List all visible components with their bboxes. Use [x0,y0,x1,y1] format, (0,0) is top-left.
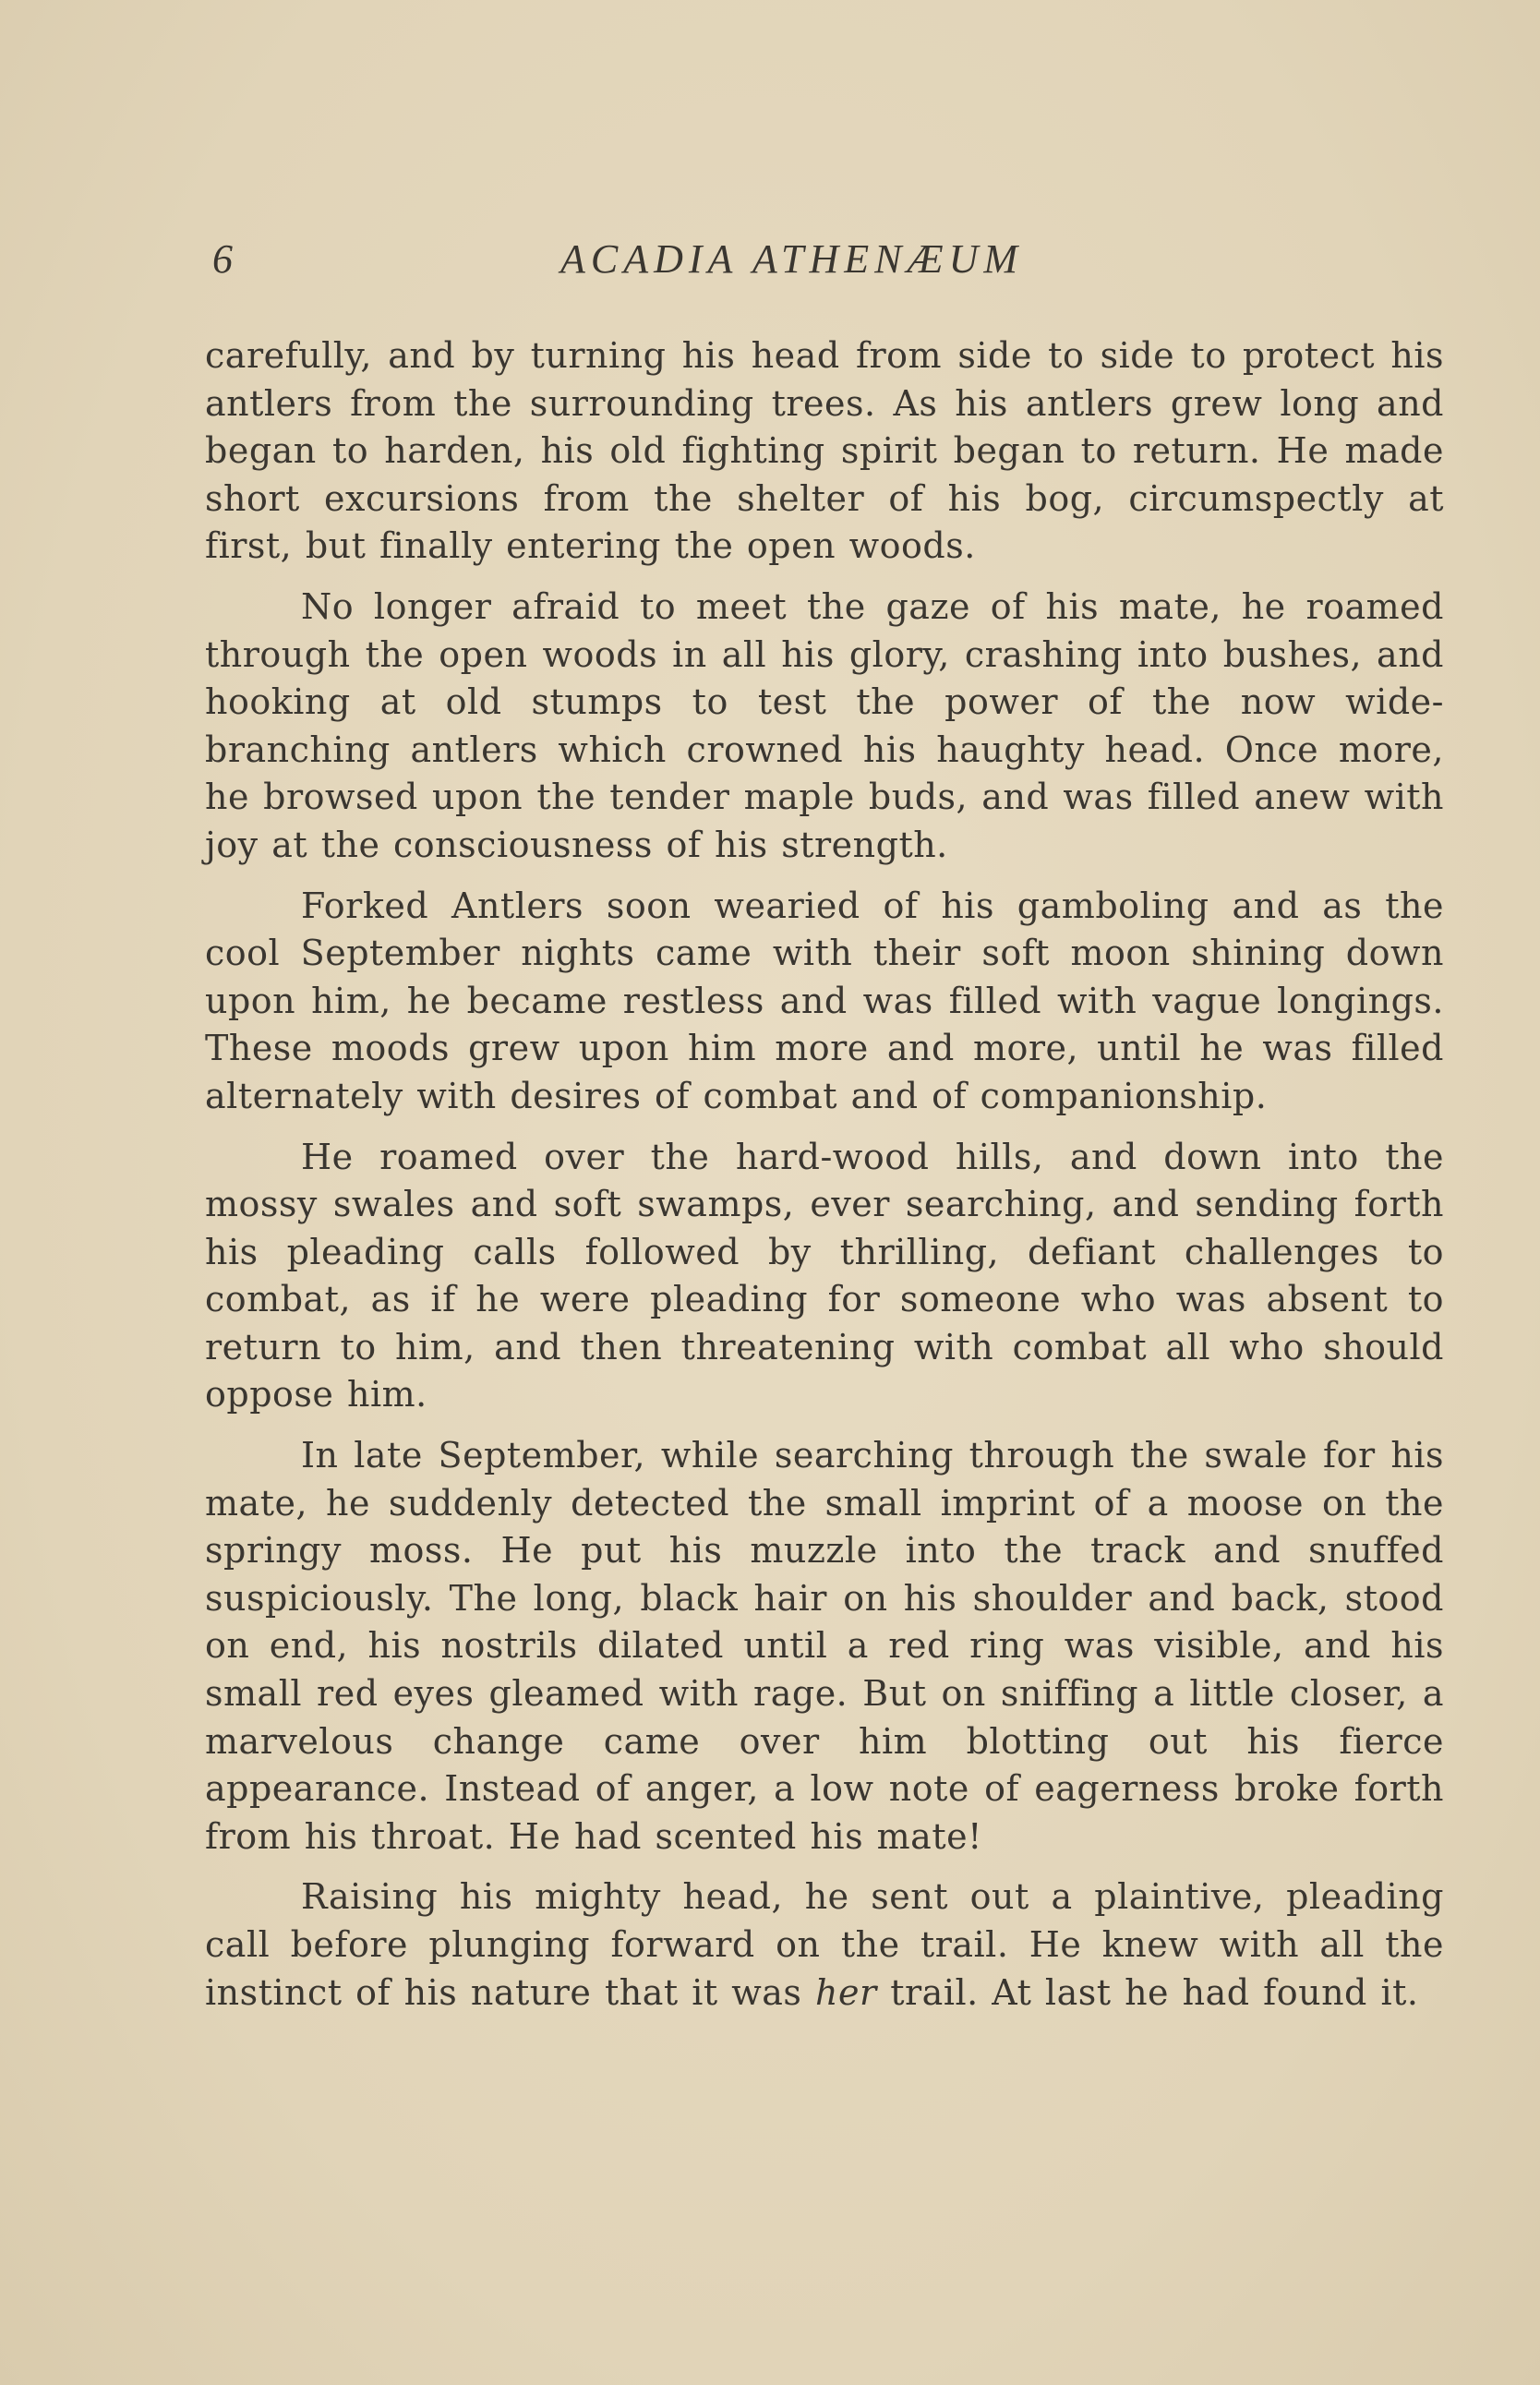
journal-title: ACADIA ATHENÆUM [560,236,1024,282]
paragraph-6-text-end: trail. At last he had found it. [876,1971,1419,2013]
paragraph-6-text-start: Raising his mighty head, he sent out a plaintive, pleading call before plunging forward on the trail. He knew with all the instinct of his nature that it was [205,1876,1444,2013]
running-head [205,235,1442,291]
paragraph-5: In late September, while searching through the swale for his mate, he suddenly detected the small imprint of a moose on the springy moss. He put his muzzle into the track and snuffed suspiciously. The long, black hair on his shoulder and back, stood on end, his nostrils dilated until a red ring was visible, and his small red eyes gleamed with rage. But on sniffing a little closer, a marvelous change came over him blotting out his fierce appearance. Instead of anger, a low note of eagerness broke forth from his throat. He had scented his mate! [205,1435,1444,1857]
article-body [205,332,1444,2030]
paragraph-4: He roamed over the hard-wood hills, and down into the mossy swales and soft swamps, ever searching, and sending forth his pleading calls followed by thrilling, defiant challenges to combat, as if he were pleading for someone who was absent to return to him, and then threatening with combat all who should oppose him. [205,1136,1444,1415]
paragraph-2: No longer afraid to meet the gaze of his mate, he roamed through the open woods in all his glory, crashing into bushes, and hooking at old stumps to test the power of the now wide-branching antlers which crowned his haughty head. Once more, he browsed upon the tender maple buds, and was filled anew with joy at the consciousness of his strength. [205,585,1444,865]
page-number: 6 [212,236,236,282]
paragraph-6-emphasis: her [815,1971,877,2013]
paragraph-3: Forked Antlers soon wearied of his gamboling and as the cool September nights came with their soft moon shining down upon him, he became restless and was filled with vague longings. These moods grew upon him more and more, until he was filled alternately with desires of combat and of companionship. [205,885,1444,1116]
paragraph-6 [205,1873,1444,2017]
paragraph-1: carefully, and by turning his head from side to side to protect his antlers from the surrounding trees. As his antlers grew long and began to harden, his old fighting spirit began to return. He made short excursions from the shelter of his bog, circumspectly at first, but finally entering the open woods. [205,335,1444,567]
